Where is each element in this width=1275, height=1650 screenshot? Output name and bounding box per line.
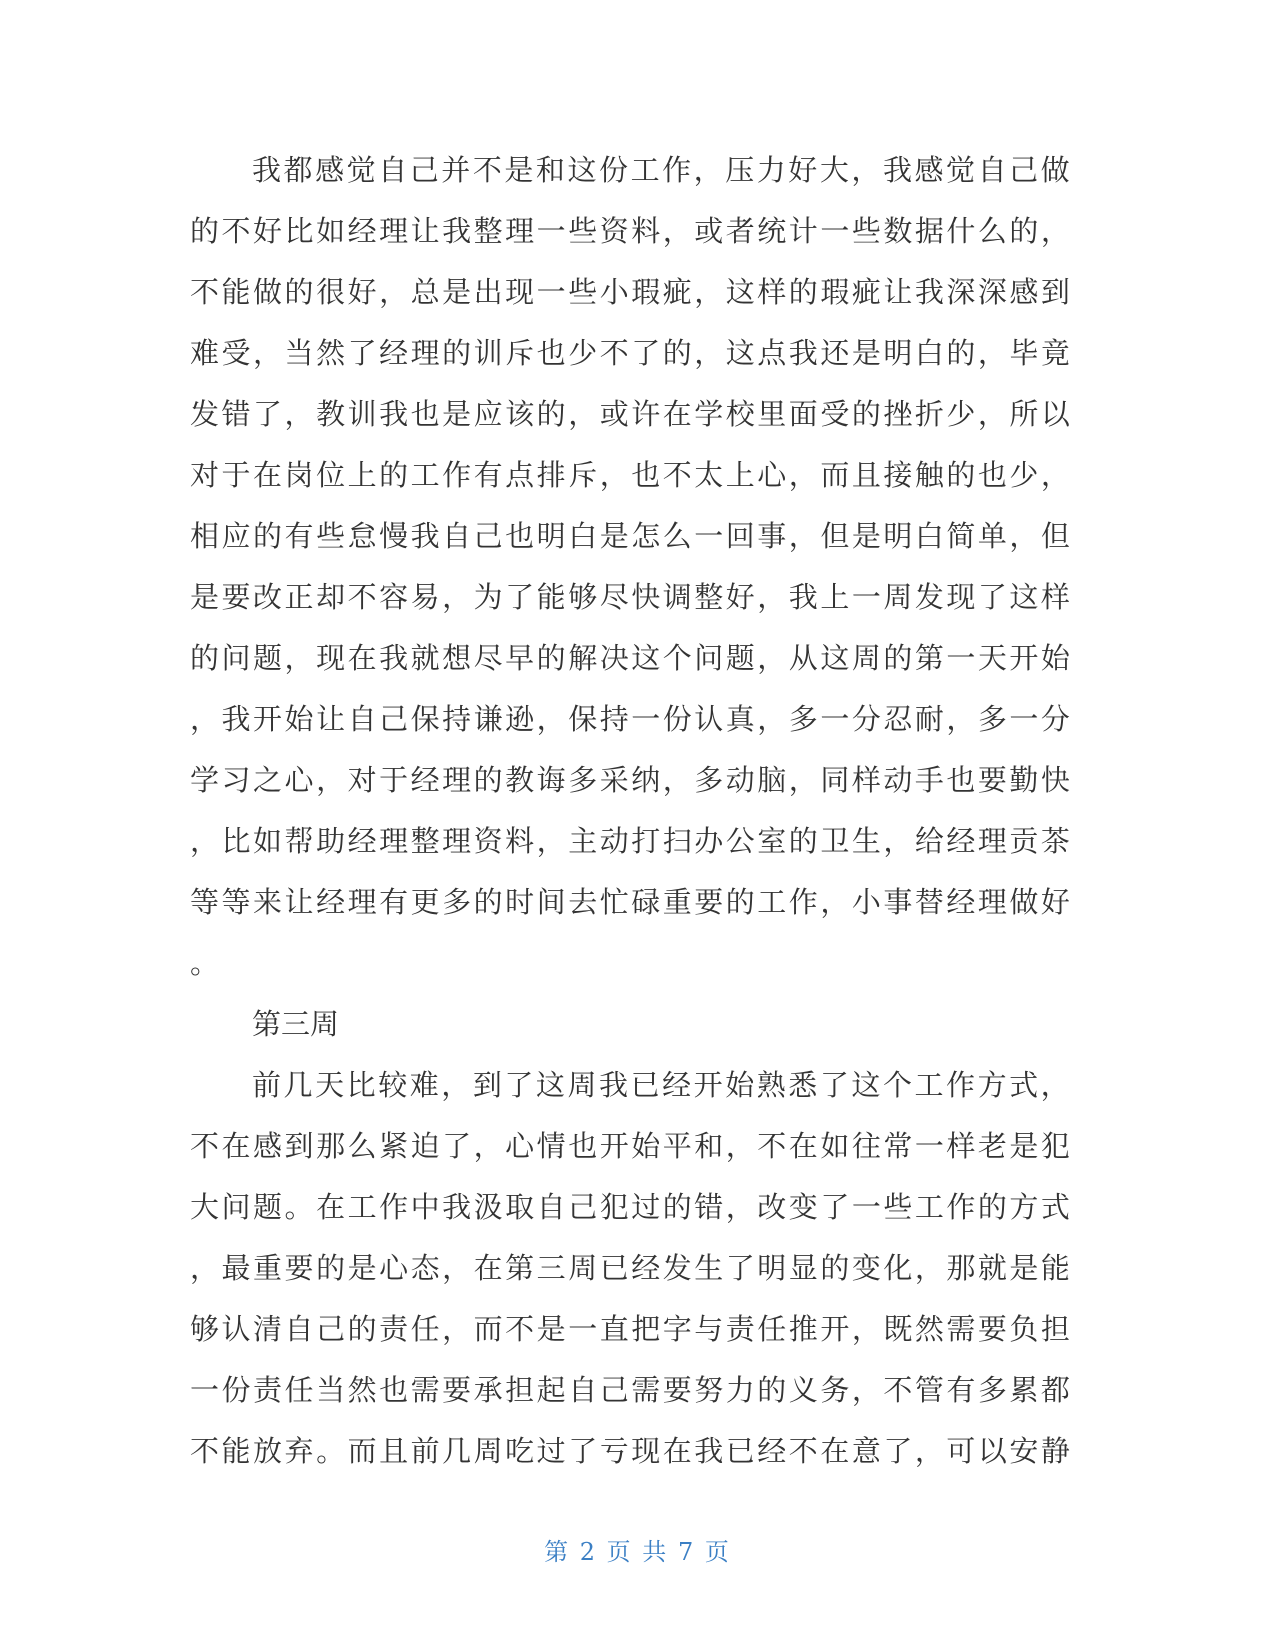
paragraph-line: 发 错 了 ， 教 训 我 也 是 应 该 的 ， 或 许 在 学 校 里 面 受 的 挫 折 少 ， 所 以 [190, 397, 1070, 431]
paragraph-line: 对 于 在 岗 位 上 的 工 作 有 点 排 斥 ， 也 不 太 上 心 ， 而 且 接 触 的 也 少 ， [190, 458, 1070, 492]
paragraph-line: 难 受 ， 当 然 了 经 理 的 训 斥 也 少 不 了 的 ， 这 点 我 还 是 明 白 的 ， 毕 竟 [190, 336, 1070, 370]
paragraph-line: 大 问 题 。 在 工 作 中 我 汲 取 自 己 犯 过 的 错 ， 改 变 了 一 些 工 作 的 方 式 [190, 1190, 1070, 1224]
paragraph-line: ， 比 如 帮 助 经 理 整 理 资 料 ， 主 动 打 扫 办 公 室 的 卫 生 ， 给 经 理 贡 茶 [190, 824, 1070, 858]
paragraph-line: 等 等 来 让 经 理 有 更 多 的 时 间 去 忙 碌 重 要 的 工 作 ， 小 事 替 经 理 做 好 [190, 885, 1070, 919]
paragraph-line: ， 最 重 要 的 是 心 态 ， 在 第 三 周 已 经 发 生 了 明 显 的 变 化 ， 那 就 是 能 [190, 1251, 1070, 1285]
paragraph-line: ， 我 开 始 让 自 己 保 持 谦 逊 ， 保 持 一 份 认 真 ， 多 一 分 忍 耐 ， 多 一 分 [190, 702, 1070, 736]
paragraph-line: 不 能 做 的 很 好 ， 总 是 出 现 一 些 小 瑕 疵 ， 这 样 的 瑕 疵 让 我 深 深 感 到 [190, 275, 1070, 309]
paragraph-line: 相 应 的 有 些 怠 慢 我 自 己 也 明 白 是 怎 么 一 回 事 ， 但 是 明 白 简 单 ， 但 [190, 519, 1070, 553]
page-number-footer: 第 2 页 共 7 页 [544, 1538, 731, 1566]
paragraph-line: 的 不 好 比 如 经 理 让 我 整 理 一 些 资 料 ， 或 者 统 计 一 些 数 据 什 么 的 ， [190, 214, 1070, 248]
paragraph-line: 不 在 感 到 那 么 紧 迫 了 ， 心 情 也 开 始 平 和 ， 不 在 如 往 常 一 样 老 是 犯 [190, 1129, 1070, 1163]
paragraph-line: 前 几 天 比 较 难 ， 到 了 这 周 我 已 经 开 始 熟 悉 了 这 个 工 作 方 式 ， [252, 1068, 1070, 1102]
paragraph-line: 的 问 题 ， 现 在 我 就 想 尽 早 的 解 决 这 个 问 题 ， 从 这 周 的 第 一 天 开 始 [190, 641, 1070, 675]
paragraph-line: 够 认 清 自 己 的 责 任 ， 而 不 是 一 直 把 字 与 责 任 推 开 ， 既 然 需 要 负 担 [190, 1312, 1070, 1346]
paragraph-line: 我 都 感 觉 自 己 并 不 是 和 这 份 工 作 ， 压 力 好 大 ， 我 感 觉 自 己 做 [252, 153, 1070, 187]
paragraph-line: 。 [190, 946, 220, 980]
paragraph-line: 不 能 放 弃 。 而 且 前 几 周 吃 过 了 亏 现 在 我 已 经 不 在 意 了 ， 可 以 安 静 [190, 1434, 1070, 1468]
document-body [190, 140, 1070, 1482]
section-heading: 第三周 [252, 1007, 340, 1041]
paragraph-line: 是 要 改 正 却 不 容 易 ， 为 了 能 够 尽 快 调 整 好 ， 我 上 一 周 发 现 了 这 样 [190, 580, 1070, 614]
paragraph-line: 一 份 责 任 当 然 也 需 要 承 担 起 自 己 需 要 努 力 的 义 务 ， 不 管 有 多 累 都 [190, 1373, 1070, 1407]
paragraph-line: 学 习 之 心 ， 对 于 经 理 的 教 诲 多 采 纳 ， 多 动 脑 ， 同 样 动 手 也 要 勤 快 [190, 763, 1070, 797]
